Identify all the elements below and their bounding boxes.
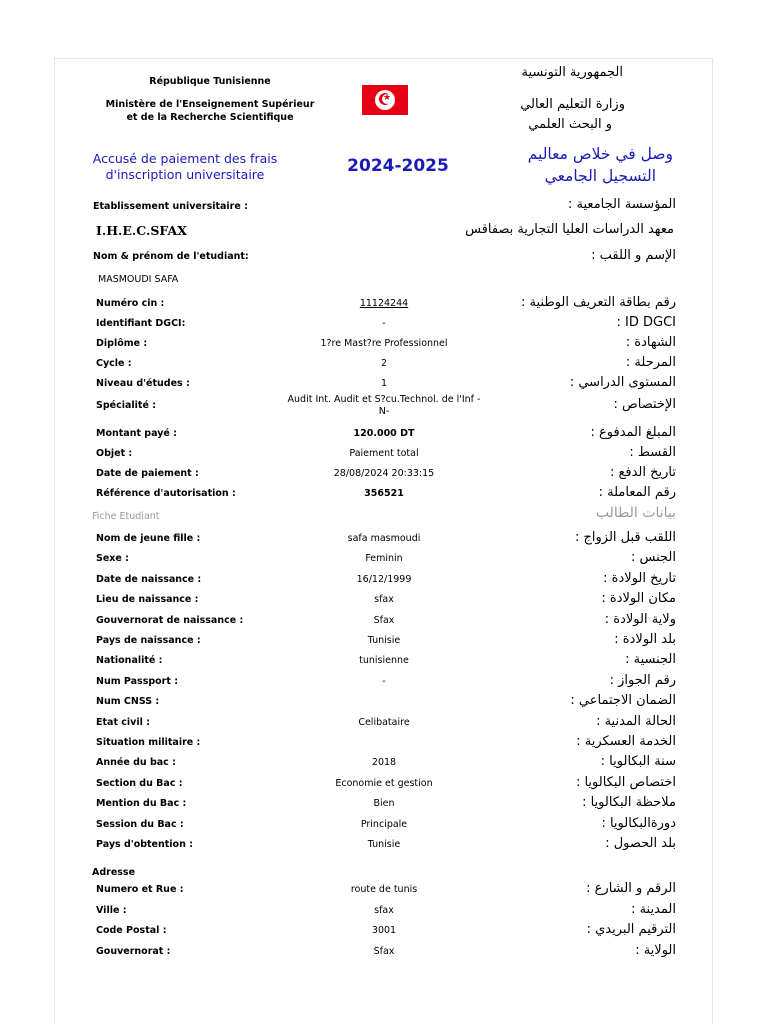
field-value: Sfax (373, 946, 395, 957)
field-label: Nationalité : (96, 655, 163, 667)
field-label-ar: ID DGCI : (616, 315, 676, 330)
field-label-ar: الترقيم البريدي : (586, 922, 676, 937)
field-label: Spécialité : (96, 400, 156, 411)
field-label: Session du Bac : (96, 818, 184, 830)
field-value: Sfax (373, 614, 395, 626)
field-label: Montant payé : (96, 428, 177, 439)
field-label-ar: الولاية : (635, 943, 676, 958)
fr-title-line2: d'inscription universitaire (105, 167, 265, 182)
field-label: Etat civil : (96, 716, 150, 728)
field-label: Gouvernorat : (96, 946, 171, 957)
fr-ministry-line1: Ministère de l'Enseignement Supérieur (105, 99, 315, 110)
field-value: tunisienne (359, 655, 409, 667)
field-value: Audit Int. Audit et S?cu.Technol. de l'Inf -N- (287, 394, 481, 417)
field-label-ar: رقم بطاقة التعريف الوطنية : (521, 295, 676, 310)
field-label-ar: اللقب قبل الزواج : (574, 530, 676, 545)
academic-year: 2024-2025 (347, 156, 449, 176)
field-label: Lieu de naissance : (96, 594, 199, 606)
field-label: Cycle : (96, 358, 132, 369)
field-label-ar: بلد الولادة : (614, 632, 676, 647)
field-label-ar: مكان الولادة : (601, 591, 676, 607)
student-name-label: Nom & prénom de l'etudiant: (93, 251, 249, 262)
field-label-ar: سنة البكالويا : (600, 754, 676, 770)
field-label: Numero et Rue : (96, 884, 184, 895)
adresse-title: Adresse (92, 867, 136, 878)
ar-country: الجمهورية التونسية (521, 65, 623, 80)
field-label: Identifiant DGCI: (96, 318, 186, 329)
field-label: Pays d'obtention : (96, 839, 193, 850)
field-value: Celibataire (358, 716, 410, 728)
field-label: Code Postal : (96, 925, 167, 936)
ar-ministry-line1: وزارة التعليم العالي (520, 97, 625, 112)
field-value: 1?re Mast?re Professionnel (320, 338, 448, 349)
field-label-ar: دورةالبكالويا : (601, 815, 676, 831)
field-label-ar: الحالة المدنية : (596, 713, 676, 729)
student-name-label-ar: الإسم و اللقب : (591, 248, 676, 263)
field-value: - (382, 318, 386, 329)
fiche-title: Fiche Etudiant (92, 511, 160, 522)
field-label-ar: تاريخ الولادة : (603, 570, 676, 586)
field-label: Année du bac : (96, 757, 176, 769)
field-label-ar: الجنس : (631, 550, 676, 566)
etablissement-name: I.H.E.C.SFAX (96, 223, 187, 238)
fr-ministry-line2: et de la Recherche Scientifique (126, 112, 294, 123)
field-value: Bien (373, 798, 395, 810)
field-label: Pays de naissance : (96, 635, 201, 646)
field-label-ar: الضمان الاجتماعي : (570, 693, 676, 709)
field-value: 28/08/2024 20:33:15 (333, 468, 435, 479)
field-value: 2 (380, 358, 388, 369)
field-label-ar: القسط : (629, 445, 676, 460)
field-value: 16/12/1999 (356, 573, 412, 585)
field-label: Mention du Bac : (96, 798, 187, 810)
field-label: Diplôme : (96, 338, 148, 349)
field-label-ar: رقم المعاملة : (598, 485, 676, 500)
field-label-ar: رقم الجواز : (609, 672, 676, 688)
field-value: 2018 (371, 757, 397, 769)
field-value: sfax (374, 905, 394, 916)
field-label-ar: ملاحظة البكالويا : (582, 795, 676, 811)
field-value: Tunisie (367, 635, 401, 646)
field-label-ar: المدينة : (631, 902, 676, 917)
field-value: Tunisie (367, 839, 401, 850)
field-value: Paiement total (349, 448, 419, 459)
field-label: Num CNSS : (96, 696, 160, 708)
fr-country: République Tunisienne (149, 76, 271, 87)
field-label-ar: الرقم و الشارع : (586, 881, 676, 896)
field-label: Date de naissance : (96, 573, 202, 585)
student-name: MASMOUDI SAFA (98, 274, 179, 285)
field-label: Niveau d'études : (96, 378, 190, 389)
field-label: Référence d'autorisation : (96, 488, 236, 499)
field-value: 120.000 DT (353, 428, 415, 439)
field-value: route de tunis (350, 884, 418, 895)
etablissement-label-ar: المؤسسة الجامعية : (568, 197, 676, 212)
fiche-title-ar: بيانات الطالب (595, 505, 676, 521)
field-label: Nom de jeune fille : (96, 533, 201, 544)
fr-title-line1: Accusé de paiement des frais (92, 151, 278, 166)
field-label-ar: المستوى الدراسي : (569, 375, 676, 390)
field-label-ar: الجنسية : (625, 652, 676, 668)
field-label: Situation militaire : (96, 737, 201, 748)
field-value: Feminin (365, 553, 403, 565)
field-label-ar: تاريخ الدفع : (609, 465, 676, 480)
ar-ministry-line2: و البحث العلمي (528, 117, 612, 132)
field-value: 1 (380, 378, 388, 389)
field-label-ar: اختصاص البكالويا : (575, 774, 676, 790)
field-label: Section du Bac : (96, 777, 183, 789)
field-value: sfax (374, 594, 394, 606)
field-label: Numéro cin : (96, 298, 165, 309)
field-label-ar: ولاية الولادة : (604, 611, 676, 627)
field-label: Ville : (96, 905, 127, 916)
field-label-ar: المرحلة : (625, 355, 676, 370)
field-value: 356521 (364, 488, 404, 499)
field-value: 11124244 (359, 298, 409, 309)
field-value: Principale (360, 818, 408, 830)
etablissement-label: Etablissement universitaire : (93, 201, 248, 212)
field-label-ar: بلد الحصول : (605, 836, 676, 851)
ar-title-line1: وصل في خلاص معاليم (527, 145, 673, 163)
field-value: safa masmoudi (347, 533, 421, 544)
field-label: Objet : (96, 448, 133, 459)
field-label: Num Passport : (96, 675, 179, 687)
ar-title-line2: التسجيل الجامعي (544, 167, 656, 185)
field-label-ar: الشهادة : (625, 335, 676, 350)
field-label-ar: المبلغ المدفوع : (590, 425, 676, 440)
field-label: Date de paiement : (96, 468, 199, 479)
field-value: - (382, 675, 386, 687)
field-value: Economie et gestion (335, 777, 433, 789)
field-label: Gouvernorat de naissance : (96, 614, 244, 626)
etablissement-name-ar: معهد الدراسات العليا التجارية بصفاقس (465, 222, 674, 237)
field-label-ar: الإختصاص : (613, 397, 676, 412)
field-label-ar: الخدمة العسكرية : (576, 734, 676, 749)
field-label: Sexe : (96, 553, 129, 565)
field-value: 3001 (371, 925, 397, 936)
tunisia-flag-icon: ★ (362, 85, 408, 115)
